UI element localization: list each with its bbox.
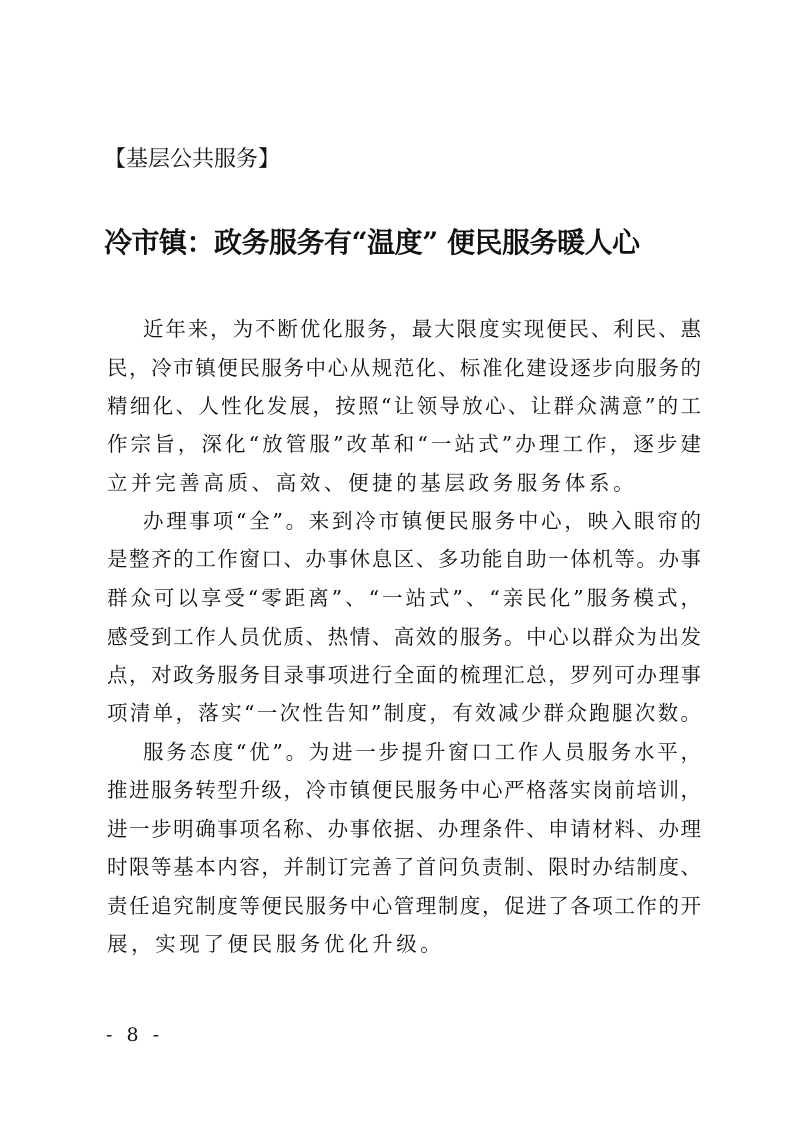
text-line: 点，对政务服务目录事项进行全面的梳理汇总，罗列可办理事 [107,663,701,687]
text-line: 作宗旨，深化“放管服”改革和“一站式”办理工作，逐步建 [107,432,701,456]
text-line: 责任追究制度等便民服务中心管理制度，促进了各项工作的开 [107,894,701,918]
text-line: 民，冷市镇便民服务中心从规范化、标准化建设逐步向服务的 [107,356,701,380]
text-line: 项清单，落实“一次性告知”制度，有效减少群众跑腿次数。 [107,701,701,725]
page-number: - 8 - [106,1024,164,1046]
article-title: 冷市镇：政务服务有“温度” 便民服务暖人心 [104,226,640,259]
text-line: 服务态度“优”。为进一步提升窗口工作人员服务水平， [143,740,701,764]
text-line: 时限等基本内容，并制订完善了首问负责制、限时办结制度、 [107,855,701,879]
text-line: 进一步明确事项名称、办事依据、办理条件、申请材料、办理 [107,817,701,841]
text-line: 办理事项“全”。来到冷市镇便民服务中心，映入眼帘的 [143,509,701,533]
text-line: 是整齐的工作窗口、办事休息区、多功能自助一体机等。办事 [107,547,701,571]
text-line: 感受到工作人员优质、热情、高效的服务。中心以群众为出发 [107,625,701,649]
section-label: 【基层公共服务】 [104,147,281,172]
text-line: 群众可以享受“零距离”、“一站式”、“亲民化”服务模式， [107,586,701,610]
text-line: 展，实现了便民服务优化升级。 [107,932,445,956]
text-line: 立并完善高质、高效、便捷的基层政务服务体系。 [107,471,638,495]
text-line: 推进服务转型升级，冷市镇便民服务中心严格落实岗前培训， [107,778,701,802]
text-line: 近年来，为不断优化服务，最大限度实现便民、利民、惠 [143,317,701,341]
text-line: 精细化、人性化发展，按照“让领导放心、让群众满意”的工 [107,394,701,418]
